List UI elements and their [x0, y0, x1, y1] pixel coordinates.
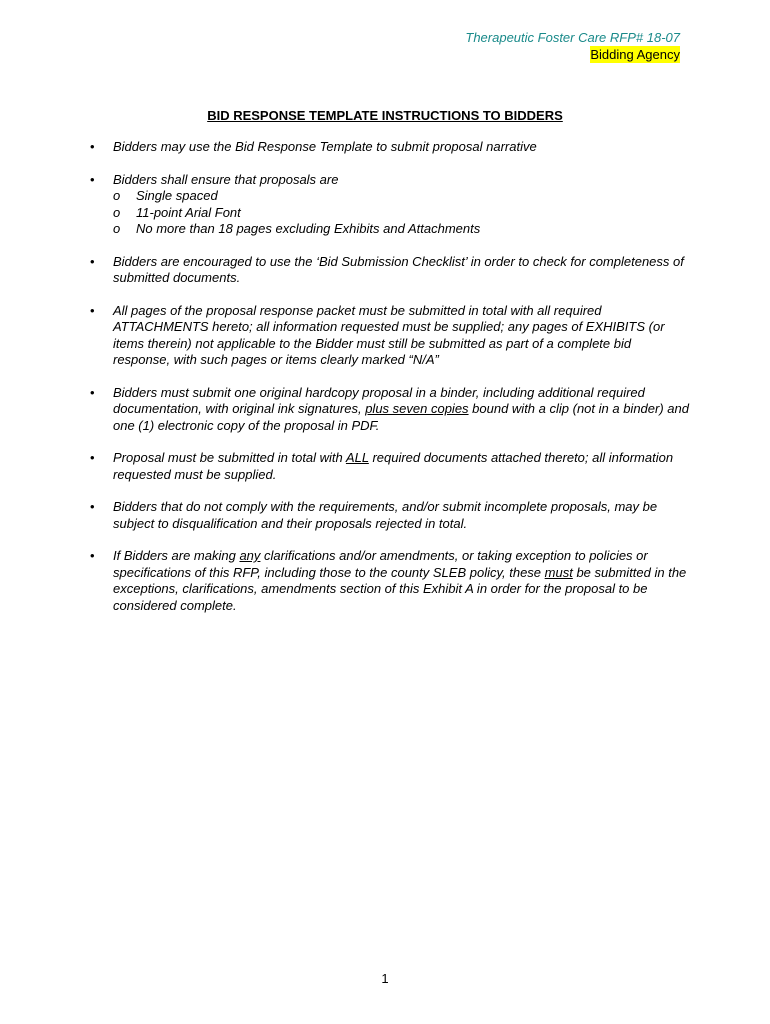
bullet-icon: •	[90, 139, 95, 154]
underlined-text: ALL	[345, 450, 369, 465]
list-item	[90, 254, 690, 287]
sub-list-item-text: No more than 18 pages excluding Exhibits and Attachments	[136, 221, 481, 236]
bullet-icon: •	[90, 302, 95, 318]
list-item	[90, 172, 690, 238]
sub-bullet-icon: o	[113, 188, 121, 203]
list-item	[90, 303, 690, 369]
bullet-icon: •	[90, 450, 95, 465]
bullet-icon: •	[90, 548, 95, 563]
text-segment: clarifications and/or amendments, or taking exception to policies or specifications of this RFP, including those to the county SLEB policy, these	[113, 548, 648, 580]
bidding-agency-label: Bidding Agency	[590, 47, 680, 62]
underlined-text: any	[239, 548, 261, 563]
list-item	[90, 385, 690, 435]
text-segment: Proposal must be submitted in total with	[113, 450, 346, 465]
underlined-text: plus seven copies	[365, 401, 469, 416]
list-item	[90, 548, 690, 614]
list-item-text: Bidders may use the Bid Response Template to submit proposal narrative	[113, 139, 537, 154]
list-item-text	[113, 450, 673, 482]
rfp-title: Therapeutic Foster Care RFP# 18-07	[465, 30, 680, 45]
text-segment: bound with a clip (not in a binder) and one (1) electronic copy of the proposal in PDF.	[113, 401, 689, 433]
sub-list-item-text: 11-point Arial Font	[136, 204, 241, 220]
document-heading: BID RESPONSE TEMPLATE INSTRUCTIONS TO BIDDERS	[207, 108, 563, 123]
bullet-icon: •	[90, 171, 95, 187]
text-segment: Bidders must submit one original hardcopy proposal in a binder, including additional required documentation, with original ink signatures,	[113, 384, 645, 416]
page-number: 1	[381, 971, 389, 986]
instructions-list	[90, 139, 690, 630]
text-segment: be submitted in the exceptions, clarifications, amendments section of this Exhibit A in order for the proposal to be considered complete.	[113, 564, 687, 613]
bullet-icon: •	[90, 384, 95, 400]
sub-list-item	[113, 205, 690, 222]
list-item-text	[113, 548, 686, 613]
list-item-text: All pages of the proposal response packet must be submitted in total with all required ATTACHMENTS hereto; all information requested must be supplied; any pages of EXHIBITS (or items therein) not applicable to the Bidder must still be submitted as part of a complete bid response, with such pages or items clearly marked “N/A”	[113, 302, 665, 367]
list-item-text: Bidders shall ensure that proposals are	[113, 171, 339, 187]
list-item	[90, 450, 690, 483]
list-item	[90, 139, 690, 156]
sub-list	[113, 188, 690, 238]
bullet-icon: •	[90, 253, 95, 269]
underlined-text: must	[544, 564, 573, 580]
text-segment: required documents attached thereto; all information requested must be supplied.	[113, 450, 674, 482]
sub-list-item	[113, 188, 690, 205]
list-item-text: Bidders that do not comply with the requirements, and/or submit incomplete proposals, may be subject to disqualification and their proposals rejected in total.	[113, 499, 658, 531]
sub-bullet-icon: o	[113, 221, 121, 236]
sub-bullet-icon: o	[113, 204, 121, 220]
text-segment: If Bidders are making	[113, 548, 240, 563]
list-item-text: Bidders are encouraged to use the ‘Bid Submission Checklist’ in order to check for completeness of submitted documents.	[113, 253, 684, 285]
list-item-text	[113, 385, 689, 433]
list-item	[90, 499, 690, 532]
sub-list-item-text: Single spaced	[136, 188, 218, 203]
sub-list-item	[113, 221, 690, 238]
page-header	[465, 29, 680, 63]
bullet-icon: •	[90, 499, 95, 514]
